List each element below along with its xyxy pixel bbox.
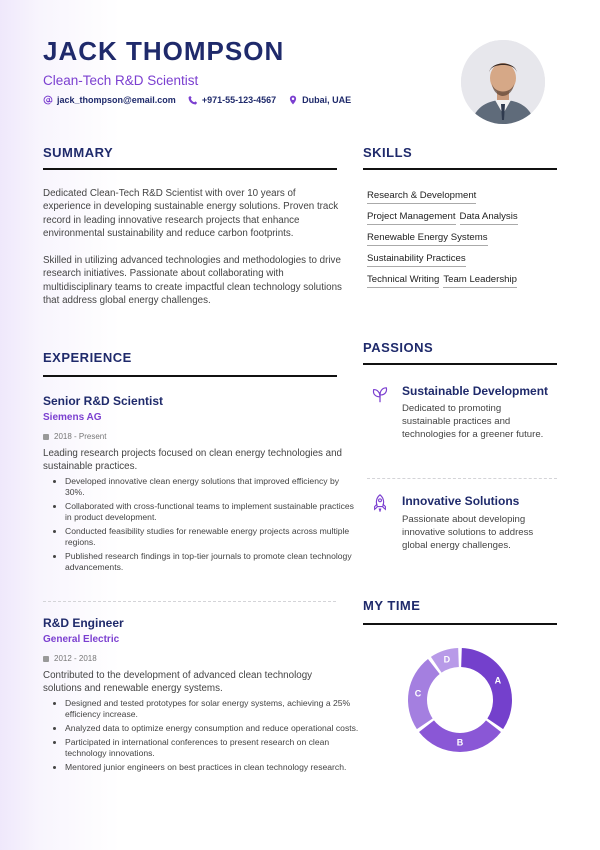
- my-time-divider: [363, 623, 557, 625]
- job-dates: [43, 654, 97, 663]
- donut-label-a: A: [494, 675, 502, 686]
- job-description: Contributed to the development of advanced clean technology solutions and renewable energy systems.: [43, 670, 313, 695]
- skills-divider: [363, 168, 557, 170]
- donut-label-b: B: [456, 737, 464, 748]
- experience-divider: [43, 375, 337, 377]
- passion-description: Passionate about developing innovative solutions to address global energy challenges.: [402, 514, 534, 552]
- candidate-name: JACK THOMPSON: [43, 36, 285, 66]
- achievement-item: • Participated in international conferences to present research on clean technology innovations.: [65, 737, 360, 759]
- job-title: R&D Engineer: [43, 616, 124, 630]
- location-contact: [288, 95, 351, 105]
- passion-divider: [367, 478, 557, 479]
- passion-title: Sustainable Development: [402, 384, 549, 398]
- leaf-icon: [371, 386, 389, 404]
- summary-divider: [43, 168, 337, 170]
- job-achievements: [43, 476, 360, 576]
- skill-tag: Sustainability Practices: [367, 253, 466, 267]
- company-name: Siemens AG: [43, 412, 102, 423]
- passion-title: Innovative Solutions: [402, 494, 520, 508]
- job-dates-text: 2012 - 2018: [54, 654, 97, 663]
- skill-tag: Team Leadership: [443, 274, 517, 288]
- summary-paragraph-2: Skilled in utilizing advanced technologies and methodologies to drive research initiatives. Passionate about collaborating with multidisciplinary teams to create impactful clean technology solutions that address global energy challenges.: [43, 255, 342, 307]
- calendar-icon: [43, 434, 49, 440]
- contact-bar: [43, 95, 363, 105]
- my-time-heading: MY TIME: [363, 598, 421, 613]
- job-divider: [43, 601, 336, 602]
- summary-heading: SUMMARY: [43, 145, 114, 160]
- donut-segment-c: [408, 659, 440, 729]
- company-name: General Electric: [43, 634, 120, 645]
- experience-heading: EXPERIENCE: [43, 350, 132, 365]
- email-contact[interactable]: [43, 95, 176, 105]
- rocket-icon: [371, 494, 389, 512]
- skill-tag: Research & Development: [367, 190, 476, 204]
- at-icon: [43, 95, 53, 105]
- donut-segment-a: [461, 648, 512, 729]
- passion-description: Dedicated to promoting sustainable practices and technologies for a greener future.: [402, 403, 544, 441]
- achievement-item: • Designed and tested prototypes for solar energy systems, achieving a 25% efficiency increase.: [65, 698, 360, 720]
- passions-heading: PASSIONS: [363, 340, 434, 355]
- achievement-item: • Developed innovative clean energy solutions that improved efficiency by 30%.: [65, 476, 360, 498]
- skill-tag: Technical Writing: [367, 274, 439, 288]
- job-achievements: [43, 698, 360, 776]
- donut-label-d: D: [443, 654, 451, 665]
- achievement-item: • Published research findings in top-tier journals to promote clean technology advancements.: [65, 551, 360, 573]
- location-text: Dubai, UAE: [302, 95, 352, 105]
- passions-divider: [363, 363, 557, 365]
- profile-photo: [461, 40, 545, 124]
- calendar-icon: [43, 656, 49, 662]
- achievement-item: • Analyzed data to optimize energy consumption and reduce operational costs.: [65, 723, 360, 734]
- phone-icon: [188, 95, 198, 105]
- skills-list: [367, 190, 562, 295]
- skill-tag: Data Analysis: [460, 211, 518, 225]
- skills-heading: SKILLS: [363, 145, 413, 160]
- job-title: Senior R&D Scientist: [43, 394, 164, 408]
- skill-tag: Project Management: [367, 211, 456, 225]
- phone-text: +971-55-123-4567: [201, 95, 277, 105]
- job-description: Leading research projects focused on clean energy technologies and sustainable practices.: [43, 448, 343, 473]
- achievement-item: • Conducted feasibility studies for renewable energy projects across multiple regions.: [65, 526, 360, 548]
- donut-label-c: C: [414, 688, 422, 699]
- achievement-item: • Collaborated with cross-functional teams to implement sustainable practices in product development.: [65, 501, 360, 523]
- job-dates-text: 2018 - Present: [54, 432, 107, 441]
- job-title-header: Clean-Tech R&D Scientist: [43, 73, 199, 88]
- location-pin-icon: [288, 95, 298, 105]
- phone-contact[interactable]: [188, 95, 276, 105]
- summary-paragraph-1: Dedicated Clean-Tech R&D Scientist with over 10 years of experience in developing sustainable energy solutions. Proven track record in leading innovative research projects that enhance environmental sustainability and reduce carbon footprints.: [43, 188, 339, 240]
- my-time-donut-chart: [395, 640, 525, 760]
- avatar-portrait-icon: [461, 40, 545, 124]
- email-text: jack_thompson@email.com: [57, 95, 176, 105]
- skill-tag: Renewable Energy Systems: [367, 232, 488, 246]
- job-dates: [43, 432, 106, 441]
- achievement-item: • Mentored junior engineers on best practices in clean technology research.: [65, 762, 360, 773]
